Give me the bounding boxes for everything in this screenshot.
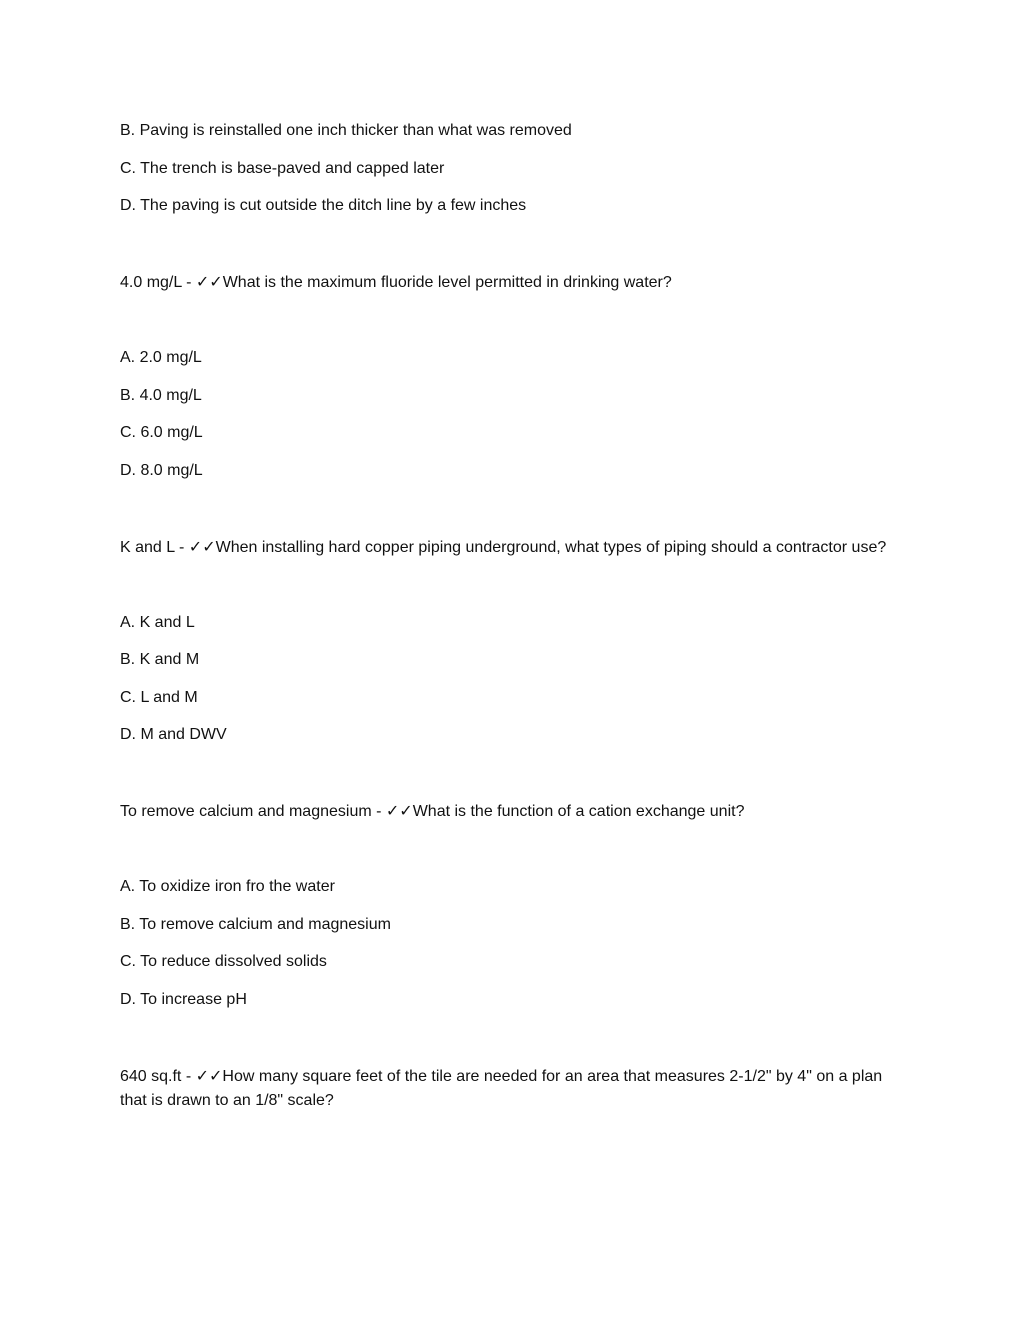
option-b: B. To remove calcium and magnesium bbox=[120, 915, 391, 933]
option-d: D. To increase pH bbox=[120, 990, 247, 1008]
document-body bbox=[120, 119, 900, 1164]
option-c: C. 6.0 mg/L bbox=[120, 424, 203, 441]
option-c: C. The trench is base-paved and capped later bbox=[120, 159, 445, 177]
option-a: A. K and L bbox=[120, 613, 195, 631]
option-a: A. 2.0 mg/L bbox=[120, 349, 202, 366]
question-answer-text: To remove calcium and magnesium - ✓✓What is the function of a cation exchange unit? bbox=[120, 803, 745, 820]
option-c: C. To reduce dissolved solids bbox=[120, 953, 327, 970]
option-d: D. M and DWV bbox=[120, 726, 227, 743]
option-a: A. To oxidize iron fro the water bbox=[120, 878, 335, 895]
option-b: B. 4.0 mg/L bbox=[120, 386, 202, 404]
option-d: D. 8.0 mg/L bbox=[120, 461, 203, 479]
question-answer-text: K and L - ✓✓When installing hard copper piping underground, what types of piping should a contractor use? bbox=[120, 538, 887, 556]
option-b: B. K and M bbox=[120, 651, 200, 668]
option-d: D. The paving is cut outside the ditch line by a few inches bbox=[120, 197, 527, 214]
option-c: C. L and M bbox=[120, 688, 198, 706]
question-answer-text: 640 sq.ft - ✓✓How many square feet of the tile are needed for an area that measures 2-1/2" by 4" on a plan that is drawn to an 1/8" scale? bbox=[120, 1067, 883, 1109]
question-answer-text: 4.0 mg/L - ✓✓What is the maximum fluoride level permitted in drinking water? bbox=[120, 274, 672, 291]
option-b: B. Paving is reinstalled one inch thicker than what was removed bbox=[120, 122, 572, 139]
